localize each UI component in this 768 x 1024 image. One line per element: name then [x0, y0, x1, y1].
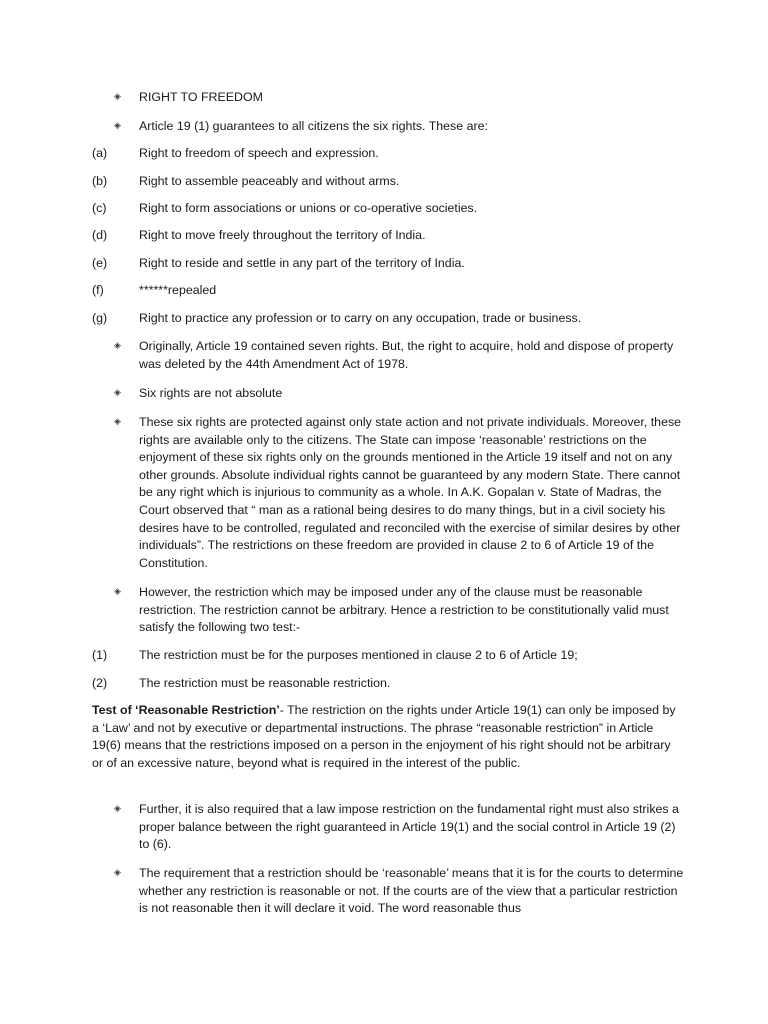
list-label: (2): [92, 676, 108, 690]
bullet-item-originally: [92, 338, 684, 373]
list-text: ******repealed: [139, 283, 217, 297]
list-text: Right to move freely throughout the territory of India.: [139, 228, 426, 242]
bullet-item-requirement: [92, 865, 684, 918]
bullet-icon: ◈: [114, 340, 121, 350]
list-item-e: [92, 255, 684, 273]
list-label: (g): [92, 311, 108, 325]
list-label: (e): [92, 256, 108, 270]
test-item-1: [92, 647, 684, 665]
paragraph-requirement: The requirement that a restriction should be ‘reasonable’ means that it is for the courts to determine whether any restriction is reasonable or not. If the courts are of the view that a particular restriction is not reasonable then it will declare it void. The word reasonable thus: [139, 866, 684, 916]
paragraph-protected: These six rights are protected against only state action and not private individuals. Moreover, these rights are available only to the citizens. The State can impose ‘reasonable’ restrictions on the enjoyment of these six rights only on the grounds mentioned in the Article 19 itself and not on any other grounds. Absolute individual rights cannot be guaranteed by any modern State. There cannot be any right which is injurious to community as a whole. In A.K. Gopalan v. State of Madras, the Court observed that “ man as a rational being desires to do many things, but in a civil society his desires have to be controlled, regulated and reconciled with the exercise of similar desires by other individuals”. The restrictions on these freedom are provided in clause 2 to 6 of Article 19 of the Constitution.: [139, 415, 682, 570]
bullet-item-further: [92, 801, 684, 854]
bullet-icon: ◈: [114, 867, 121, 877]
paragraph-further: Further, it is also required that a law impose restriction on the fundamental right must also strikes a proper balance between the right guaranteed in Article 19(1) and the social control in Article 19 (2) to (6).: [139, 802, 679, 852]
bullet-icon: ◈: [114, 586, 121, 596]
bullet-item-protected: [92, 414, 684, 572]
paragraph-however: However, the restriction which may be imposed under any of the clause must be reasonable restriction. The restriction cannot be arbitrary. Hence a restriction to be constitutionally valid must satisfy the following two test:-: [139, 585, 669, 635]
heading-right-to-freedom: RIGHT TO FREEDOM: [139, 90, 263, 104]
list-text: Right to form associations or unions or co-operative societies.: [139, 201, 478, 215]
test-item-2: [92, 675, 684, 693]
bullet-item-article19-intro: [92, 118, 684, 136]
list-text: Right to practice any profession or to carry on any occupation, trade or business.: [139, 311, 582, 325]
list-text: The restriction must be reasonable restriction.: [139, 676, 391, 690]
bullet-icon: ◈: [114, 803, 121, 813]
test-body: - The restriction on the rights under Article 19(1) can only be imposed by a ‘Law’ and not by executive or departmental instructions. The phrase “reasonable restriction” in Article 19(6) means that the restrictions imposed on a person in the enjoyment of his right should not be arbitrary or of an excessive nature, beyond what is required in the interest of the public.: [92, 703, 676, 770]
bullet-icon: ◈: [114, 120, 121, 130]
list-item-f: [92, 282, 684, 300]
bullet-item-right-to-freedom: [92, 89, 684, 107]
list-text: The restriction must be for the purposes mentioned in clause 2 to 6 of Article 19;: [139, 648, 578, 662]
list-item-b: [92, 173, 684, 191]
list-label: (f): [92, 283, 104, 297]
list-item-c: [92, 200, 684, 218]
paragraph-article19-intro: Article 19 (1) guarantees to all citizens the six rights. These are:: [139, 119, 488, 133]
paragraph-not-absolute: Six rights are not absolute: [139, 386, 283, 400]
bullet-item-not-absolute: [92, 385, 684, 403]
list-label: (c): [92, 201, 107, 215]
list-text: Right to assemble peaceably and without arms.: [139, 174, 400, 188]
test-heading: Test of ‘Reasonable Restriction’: [92, 703, 280, 717]
bullet-item-however: [92, 584, 684, 637]
bullet-icon: ◈: [114, 91, 121, 101]
list-label: (b): [92, 174, 108, 188]
list-item-a: [92, 145, 684, 163]
list-item-g: [92, 310, 684, 328]
bullet-icon: ◈: [114, 387, 121, 397]
list-text: Right to freedom of speech and expression.: [139, 146, 379, 160]
list-text: Right to reside and settle in any part of the territory of India.: [139, 256, 465, 270]
list-label: (d): [92, 228, 108, 242]
bullet-icon: ◈: [114, 416, 121, 426]
list-label: (a): [92, 146, 108, 160]
list-item-d: [92, 227, 684, 245]
list-label: (1): [92, 648, 108, 662]
paragraph-test-reasonable-restriction: [92, 702, 676, 772]
paragraph-originally: Originally, Article 19 contained seven rights. But, the right to acquire, hold and dispose of property was deleted by the 44th Amendment Act of 1978.: [139, 339, 674, 371]
